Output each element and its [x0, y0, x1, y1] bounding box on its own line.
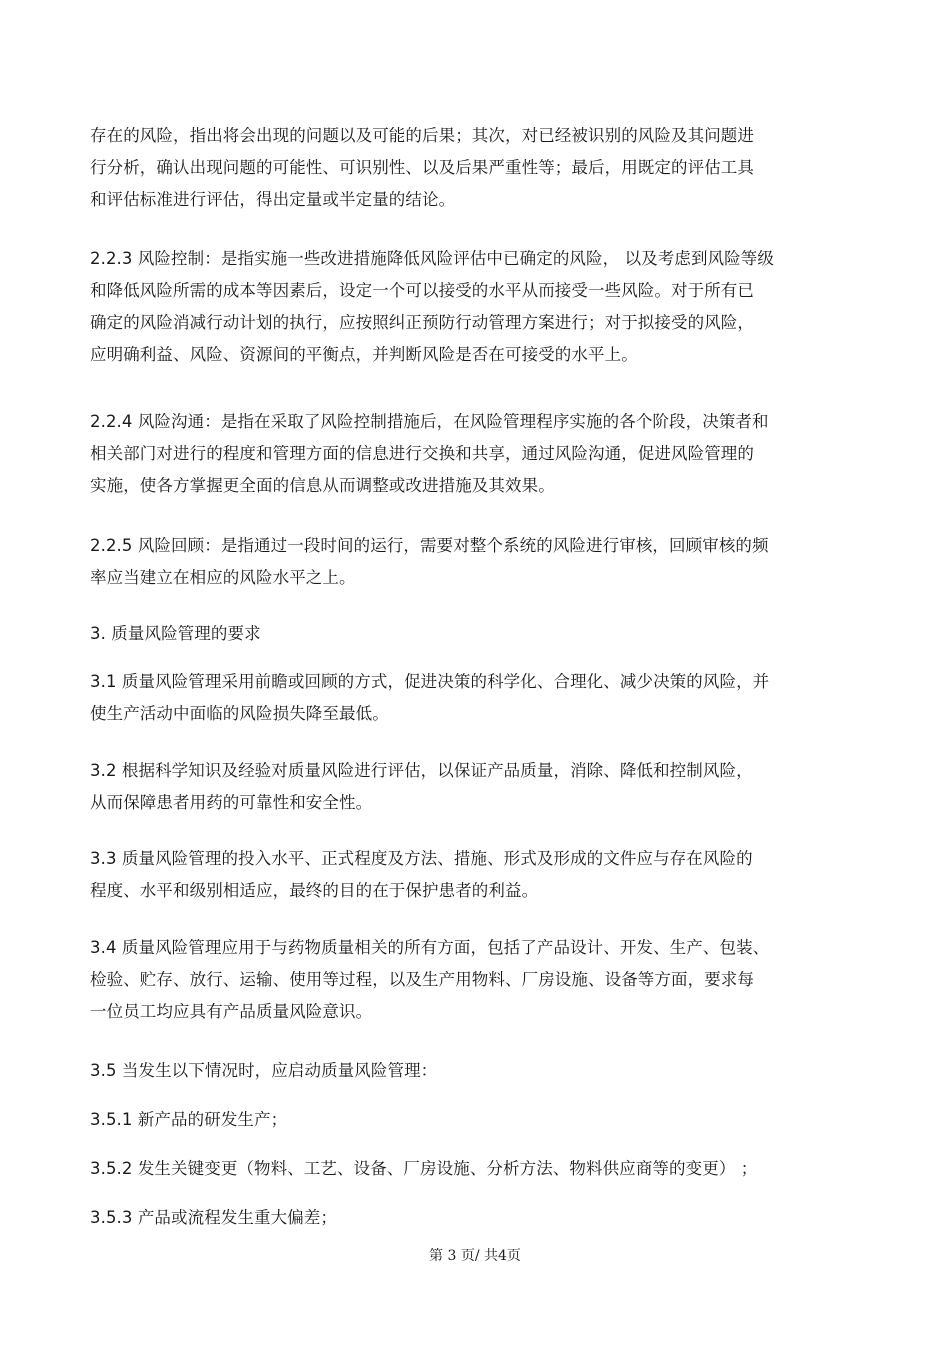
text-line: 2.2.5 风险回顾：是指通过一段时间的运行，需要对整个系统的风险进行审核，回顾审核的频 — [90, 536, 769, 555]
list-item-3-5-1 — [90, 1104, 287, 1136]
text-line: 3.3 质量风险管理的投入水平、正式程度及方法、措施、形式及形成的文件应与存在风险的 — [90, 849, 753, 868]
page-number-footer: 第 3 页/ 共4页 — [429, 1248, 521, 1264]
text-line: 3.5.1 新产品的研发生产； — [90, 1110, 288, 1129]
text-line: 3.4 质量风险管理应用于与药物质量相关的所有方面，包括了产品设计、开发、生产、包装、 — [90, 938, 770, 957]
text-line: 从而保障患者用药的可靠性和安全性。 — [90, 793, 373, 812]
text-line: 检验、贮存、放行、运输、使用等过程，以及生产用物料、厂房设施、设备等方面，要求每 — [90, 970, 754, 989]
paragraph-3-2 — [90, 755, 753, 819]
paragraph-2-2-4-risk-communication — [90, 406, 769, 502]
heading-text: 3. 质量风险管理的要求 — [90, 624, 261, 643]
text-line: 和评估标准进行评估，得出定量或半定量的结论。 — [90, 190, 456, 209]
paragraph-3-4 — [90, 932, 769, 1028]
text-line: 率应当建立在相应的风险水平之上。 — [90, 568, 356, 587]
text-line: 3.5.2 发生关键变更（物料、工艺、设备、厂房设施、分析方法、物料供应商等的变更） ； — [90, 1159, 758, 1178]
text-line: 2.2.3 风险控制：是指实施一些改进措施降低风险评估中已确定的风险， 以及考虑到风险等级 — [90, 249, 774, 268]
paragraph-3-1 — [90, 666, 769, 730]
text-line: 3.5 当发生以下情况时，应启动质量风险管理： — [90, 1061, 438, 1080]
text-line: 2.2.4 风险沟通：是指在采取了风险控制措施后，在风险管理程序实施的各个阶段，决策者和 — [90, 412, 769, 431]
paragraph-2-2-5-risk-review — [90, 530, 769, 594]
text-line: 相关部门对进行的程度和管理方面的信息进行交换和共享，通过风险沟通，促进风险管理的 — [90, 444, 754, 463]
paragraph-risk-assessment-continued — [90, 120, 754, 216]
paragraph-3-3 — [90, 843, 753, 907]
text-line: 3.2 根据科学知识及经验对质量风险进行评估，以保证产品质量，消除、降低和控制风险， — [90, 761, 753, 780]
text-line: 确定的风险消减行动计划的执行，应按照纠正预防行动管理方案进行；对于拟接受的风险， — [90, 313, 754, 332]
paragraph-3-5 — [90, 1055, 437, 1087]
text-line: 程度、水平和级别相适应，最终的目的在于保护患者的利益。 — [90, 881, 539, 900]
text-line: 3.5.3 产品或流程发生重大偏差； — [90, 1208, 338, 1227]
text-line: 存在的风险，指出将会出现的问题以及可能的后果；其次，对已经被识别的风险及其问题进 — [90, 126, 754, 145]
text-line: 和降低风险所需的成本等因素后，设定一个可以接受的水平从而接受一些风险。对于所有已 — [90, 281, 754, 300]
text-line: 应明确利益、风险、资源间的平衡点，并判断风险是否在可接受的水平上。 — [90, 345, 638, 364]
text-line: 行分析，确认出现问题的可能性、可识别性、以及后果严重性等；最后，用既定的评估工具 — [90, 158, 754, 177]
text-line: 一位员工均应具有产品质量风险意识。 — [90, 1002, 373, 1021]
list-item-3-5-3 — [90, 1202, 337, 1234]
list-item-3-5-2 — [90, 1153, 757, 1185]
text-line: 使生产活动中面临的风险损失降至最低。 — [90, 704, 389, 723]
section-heading-3 — [90, 618, 261, 650]
text-line: 实施，使各方掌握更全面的信息从而调整或改进措施及其效果。 — [90, 476, 555, 495]
paragraph-2-2-3-risk-control — [90, 243, 774, 371]
text-line: 3.1 质量风险管理采用前瞻或回顾的方式，促进决策的科学化、合理化、减少决策的风险，并 — [90, 672, 770, 691]
